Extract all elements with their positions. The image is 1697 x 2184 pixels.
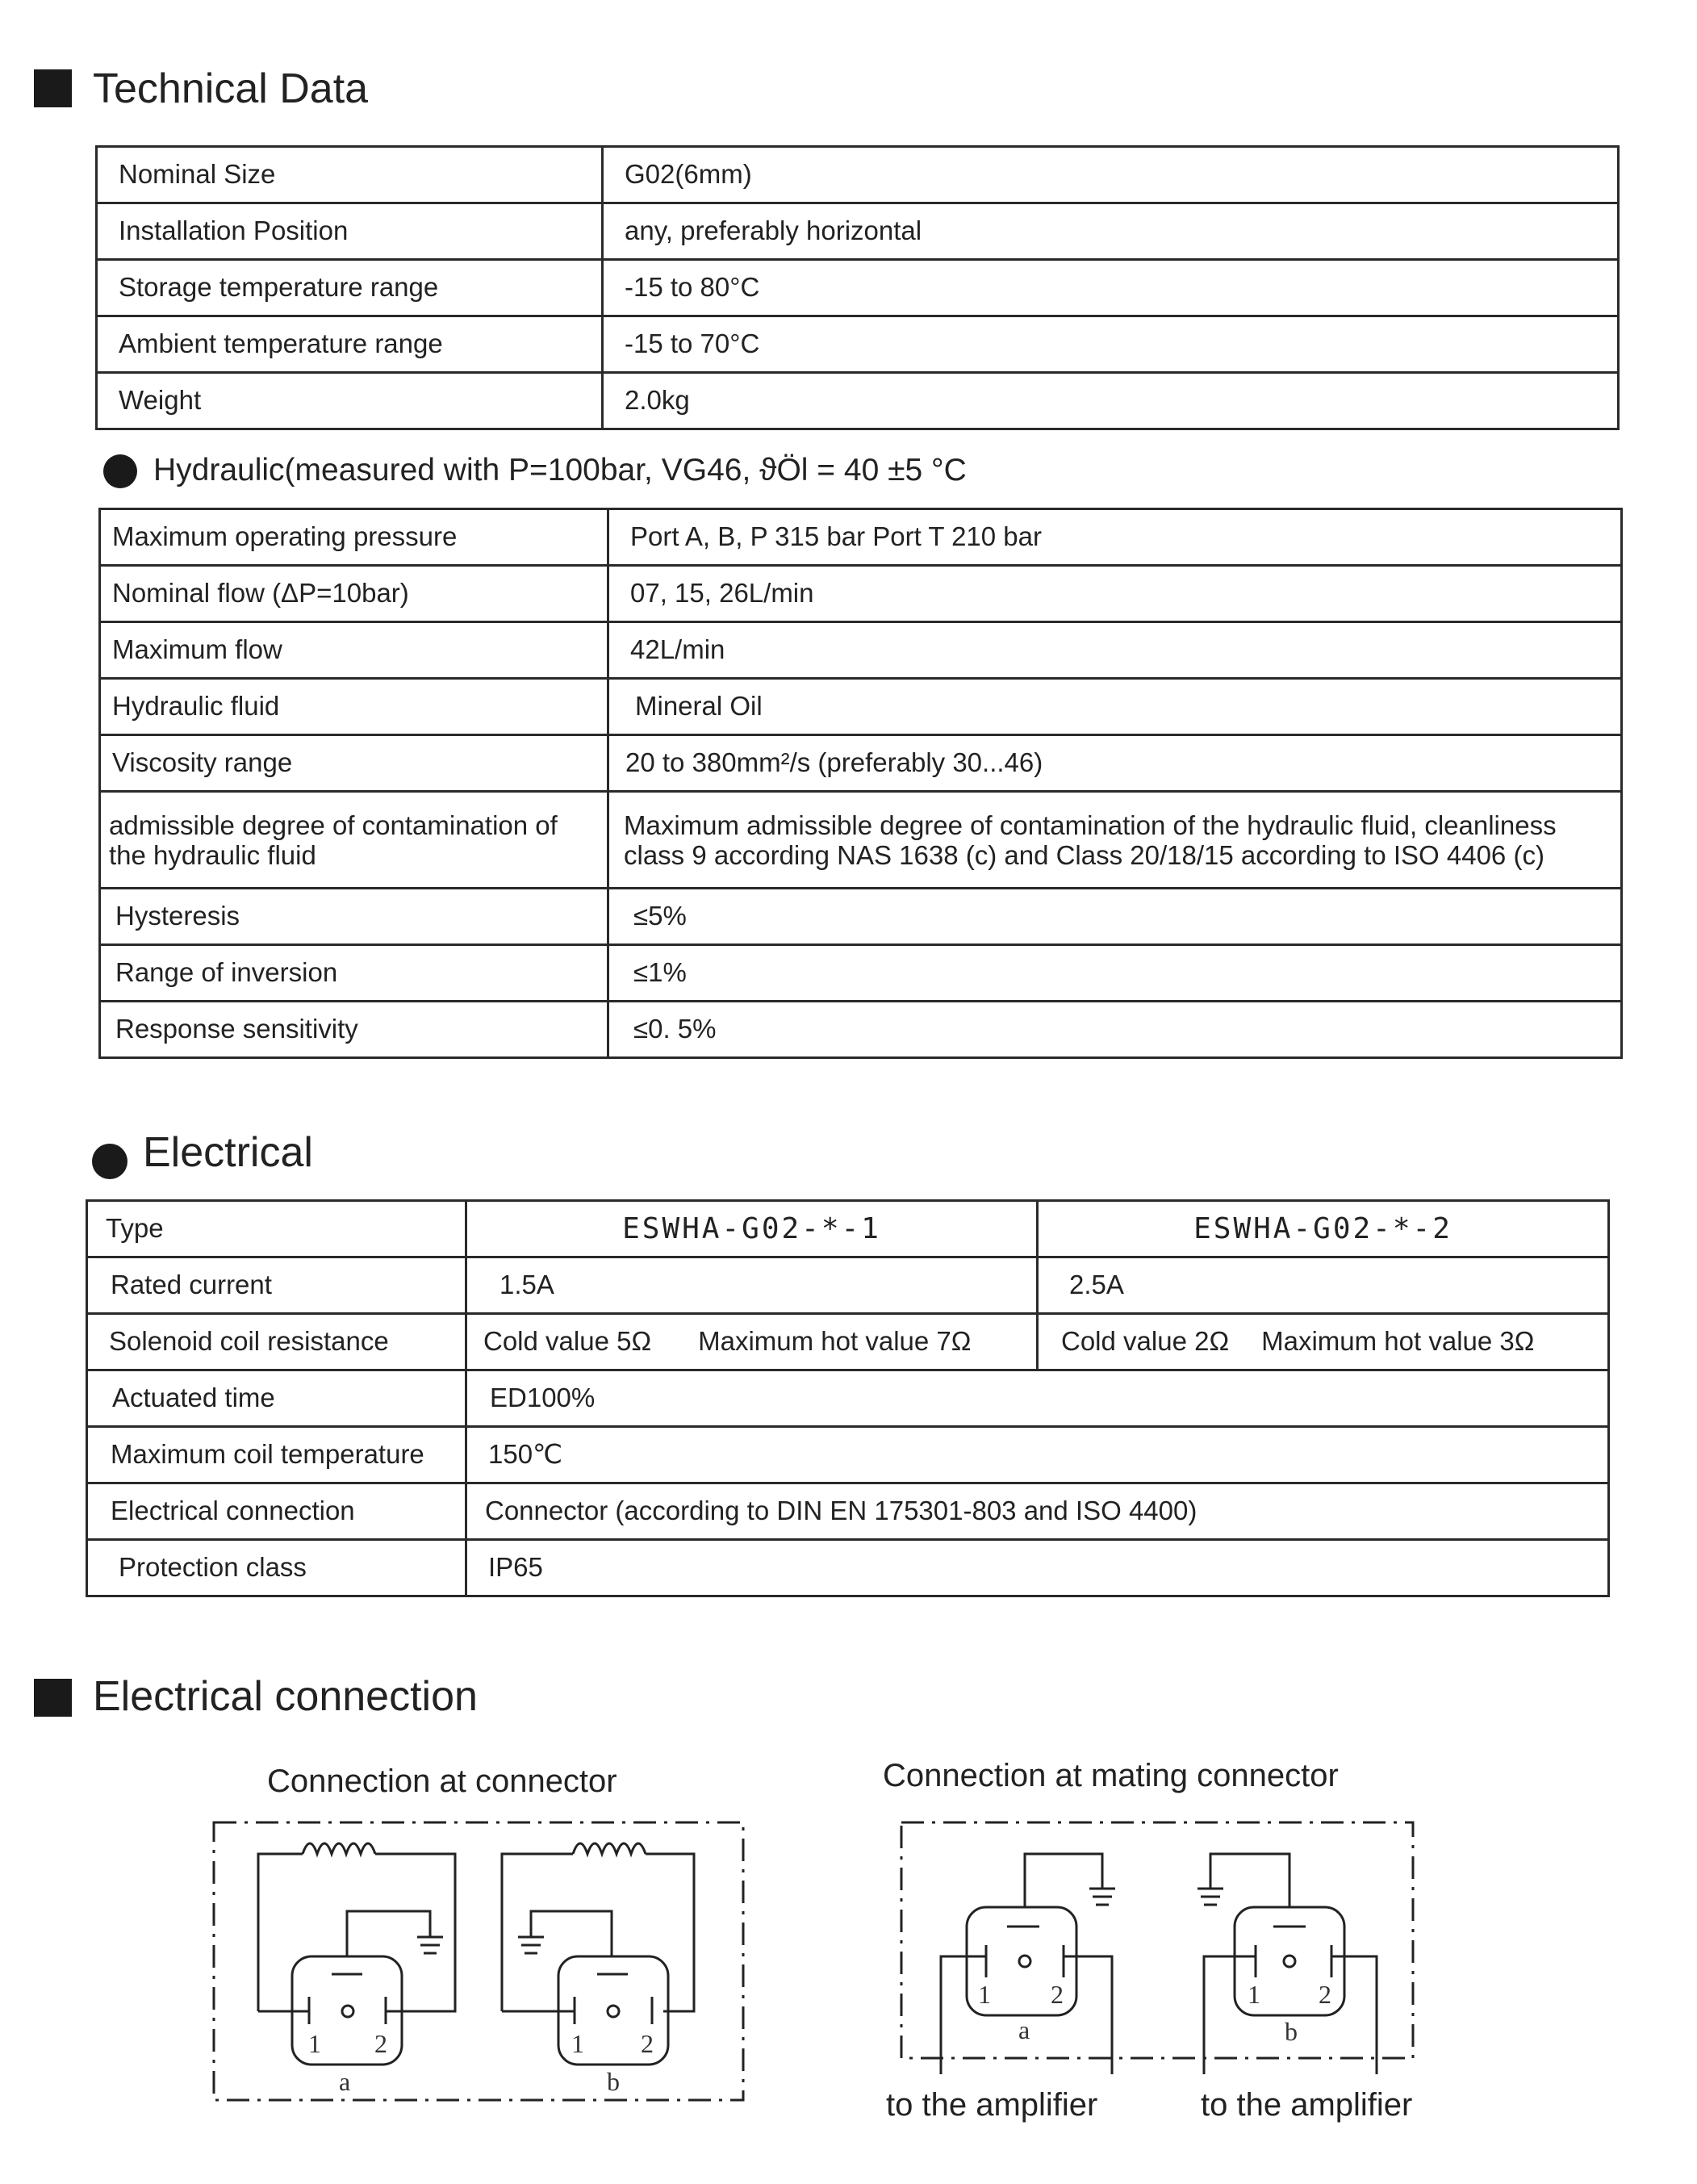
protection-class-label: Protection class	[87, 1540, 466, 1596]
row-label: Hydraulic fluid	[100, 679, 608, 735]
technical-heading: Technical Data	[93, 65, 369, 112]
electrical-connection-value: Connector (according to DIN EN 175301-803 and ISO 4400)	[466, 1483, 1609, 1540]
type-label: Type	[87, 1201, 466, 1257]
connector-b-coil-circuit	[502, 1843, 694, 2065]
ground-icon	[1089, 1889, 1115, 1905]
row-label: Weight	[97, 373, 603, 429]
row-value: 07, 15, 26L/min	[608, 566, 1622, 622]
row-value: -15 to 80°C	[603, 260, 1619, 316]
row-label: admissible degree of contamination of the hydraulic fluid	[100, 792, 608, 889]
row-value: Mineral Oil	[608, 679, 1622, 735]
electrical-heading: Electrical	[143, 1129, 313, 1176]
row-value: -15 to 70°C	[603, 316, 1619, 373]
rated-current-2: 2.5A	[1038, 1257, 1609, 1314]
row-value: G02(6mm)	[603, 147, 1619, 203]
row-value: 20 to 380mm²/s (preferably 30...46)	[608, 735, 1622, 792]
right-diagram-caption: Connection at mating connector	[883, 1758, 1339, 1793]
row-label: Hysteresis	[100, 889, 608, 945]
pin-2-label: 2	[641, 2029, 654, 2058]
row-label: Viscosity range	[100, 735, 608, 792]
unit-b-label: b	[1285, 2017, 1298, 2046]
actuated-time-value: ED100%	[466, 1370, 1609, 1427]
row-label: Nominal flow (ΔP=10bar)	[100, 566, 608, 622]
hydraulic-heading: Hydraulic(measured with P=100bar, VG46, ϑÖl = 40 ±5 °C	[153, 453, 967, 487]
row-value: Maximum admissible degree of contamination of the hydraulic fluid, cleanliness class 9 according NAS 1638 (c) and Class 20/18/15 according to ISO 4406 (c)	[608, 792, 1622, 889]
row-label: Maximum flow	[100, 622, 608, 679]
actuated-time-label: Actuated time	[87, 1370, 466, 1427]
row-value: Port A, B, P 315 bar Port T 210 bar	[608, 509, 1622, 566]
amplifier-label-1: to the amplifier	[886, 2087, 1098, 2123]
rated-current-1: 1.5A	[466, 1257, 1038, 1314]
max-coil-temp-value: 150℃	[466, 1427, 1609, 1483]
coil-resistance-label: Solenoid coil resistance	[87, 1314, 466, 1370]
pin-2-label: 2	[374, 2029, 387, 2058]
row-label: Installation Position	[97, 203, 603, 260]
protection-class-value: IP65	[466, 1540, 1609, 1596]
amplifier-label-2: to the amplifier	[1201, 2087, 1413, 2123]
row-label: Ambient temperature range	[97, 316, 603, 373]
pin-2-label: 2	[1319, 1980, 1331, 2009]
dashed-frame-right	[901, 1822, 1413, 2058]
row-value: 2.0kg	[603, 373, 1619, 429]
electrical-connection-label: Electrical connection	[87, 1483, 466, 1540]
connector-a-coil-circuit	[258, 1843, 455, 2065]
row-value: ≤0. 5%	[608, 1002, 1622, 1058]
hot-value: Maximum hot value 7Ω	[698, 1326, 972, 1357]
ground-icon	[1198, 1889, 1223, 1905]
left-diagram-caption: Connection at connector	[267, 1764, 617, 1799]
row-label: Range of inversion	[100, 945, 608, 1002]
pin-1-label: 1	[308, 2029, 321, 2058]
row-label: Maximum operating pressure	[100, 509, 608, 566]
ground-icon	[518, 1937, 544, 1953]
pin-1-label: 1	[978, 1980, 991, 2009]
cold-value: Cold value 5Ω	[483, 1326, 652, 1357]
hot-value: Maximum hot value 3Ω	[1261, 1326, 1535, 1357]
row-value: ≤5%	[608, 889, 1622, 945]
ground-icon	[417, 1937, 443, 1953]
pin-2-label: 2	[1051, 1980, 1064, 2009]
coil-icon	[303, 1843, 375, 1854]
row-label: Storage temperature range	[97, 260, 603, 316]
row-value: 42L/min	[608, 622, 1622, 679]
pin-1-label: 1	[1248, 1980, 1260, 2009]
connection-heading: Electrical connection	[93, 1673, 478, 1720]
max-coil-temp-label: Maximum coil temperature	[87, 1427, 466, 1483]
row-value: any, preferably horizontal	[603, 203, 1619, 260]
row-value: ≤1%	[608, 945, 1622, 1002]
row-label: Nominal Size	[97, 147, 603, 203]
row-label: Response sensitivity	[100, 1002, 608, 1058]
unit-a-label: a	[339, 2067, 351, 2096]
unit-b-label: b	[607, 2067, 620, 2096]
cold-value: Cold value 2Ω	[1061, 1326, 1230, 1357]
type-2: ESWHA-G02-*-2	[1038, 1201, 1609, 1257]
pin-1-label: 1	[571, 2029, 584, 2058]
rated-current-label: Rated current	[87, 1257, 466, 1314]
type-1: ESWHA-G02-*-1	[466, 1201, 1038, 1257]
unit-a-label: a	[1018, 2015, 1030, 2044]
coil-icon	[573, 1843, 646, 1854]
